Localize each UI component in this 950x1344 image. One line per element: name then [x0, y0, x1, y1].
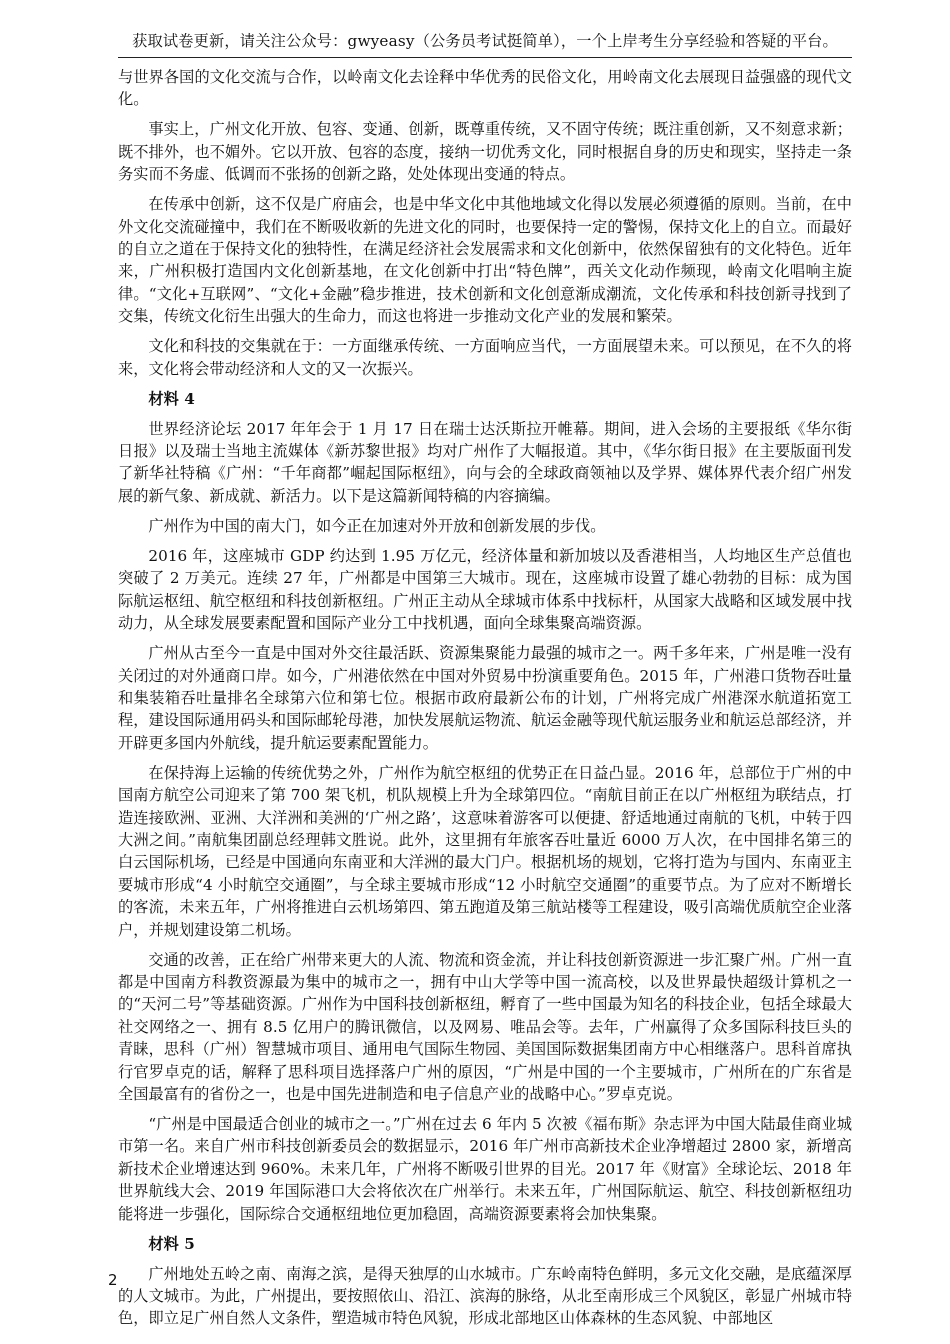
paragraph: “广州是中国最适合创业的城市之一。”广州在过去 6 年内 5 次被《福布斯》杂志评为中国大陆最佳商业城市第一名。来自广州市科技创新委员会的数据显示，2016 年广州市高新技术企业净增超过 2800 家，新增高新技术企业增速达到 960%。未来几年，广州将不断吸引世界的目光。2017 年《财富》全球论坛、2018 年世界航线大会、2019 年国际港口大会将依次在广州举行。未来五年，广州国际航运、航空、科技创新枢纽功能将进一步强化，国际综合交通枢纽地位更加稳固，高端资源要素将会加快集聚。	[118, 1115, 852, 1223]
paragraph: 广州地处五岭之南、南海之滨，是得天独厚的山水城市。广东岭南特色鲜明，多元文化交融，是底蕴深厚的人文城市。为此，广州提出，要按照依山、沿江、滨海的脉络，从北至南形成三个风貌区，彰显广州城市特色，即立足广州自然人文条件，塑造城市特色风貌，形成北部地区山体森林的生态风貌、中部地区	[118, 1264, 852, 1328]
section-heading-material-4: 材料 4	[148, 389, 195, 408]
page-header: 获取试卷更新，请关注公众号：gwyeasy（公务员考试挺简单），一个上岸考生分享经验和答疑的平台。	[132, 32, 838, 50]
paragraph: 世界经济论坛 2017 年年会于 1 月 17 日在瑞士达沃斯拉开帷幕。期间，进入会场的主要报纸《华尔街日报》以及瑞士当地主流媒体《新苏黎世报》均对广州作了大幅报道。其中，《华尔街日报》在主要版面刊发了新华社特稿《广州：“千年商都”崛起国际枢纽》，向与会的全球政商领袖以及学界、媒体界代表介绍广州发展的新气象、新成就、新活力。以下是这篇新闻特稿的内容摘编。	[118, 419, 852, 505]
section-heading-material-5: 材料 5	[148, 1234, 195, 1253]
header-rule	[118, 57, 852, 58]
paragraph: 广州作为中国的南大门，如今正在加速对外开放和创新发展的步伐。	[148, 516, 606, 535]
paragraph: 广州从古至今一直是中国对外交往最活跃、资源集聚能力最强的城市之一。两千多年来，广州是唯一没有关闭过的对外通商口岸。如今，广州港依然在中国对外贸易中扮演重要角色。2015 年，广州港口货物吞吐量和集装箱吞吐量排名全球第六位和第七位。根据市政府最新公布的计划，广州将完成广州港深水航道拓宽工程，建设国际通用码头和国际邮轮母港，加快发展航运物流、航运金融等现代航运服务业和航运总部经济，并开辟更多国内外航线，提升航运要素配置能力。	[118, 644, 852, 752]
paragraph: 交通的改善，正在给广州带来更大的人流、物流和资金流，并让科技创新资源进一步汇聚广州。广州一直都是中国南方科教资源最为集中的城市之一，拥有中山大学等中国一流高校，以及世界最快超级计算机之一的“天河二号”等基础资源。广州作为中国科技创新枢纽，孵育了一些中国最为知名的科技企业，包括全球最大社交网络之一、拥有 8.5 亿用户的腾讯微信，以及网易、唯品会等。去年，广州赢得了众多国际科技巨头的青睐，思科（广州）智慧城市项目、通用电气国际生物园、美国国际数据集团南方中心相继落户。思科首席执行官罗卓克的话，解释了思科项目选择落户广州的原因，“广州是中国的一个主要城市，广州所在的广东省是全国最富有的省份之一，也是中国先进制造和电子信息产业的战略中心。”罗卓克说。	[118, 950, 852, 1103]
paragraph: 与世界各国的文化交流与合作，以岭南文化去诠释中华优秀的民俗文化，用岭南文化去展现日益强盛的现代文化。	[118, 68, 852, 109]
paragraph: 文化和科技的交集就在于：一方面继承传统、一方面响应当代，一方面展望未来。可以预见，在不久的将来，文化将会带动经济和人文的又一次振兴。	[118, 337, 852, 378]
document-body	[118, 66, 852, 1337]
paragraph: 在传承中创新，这不仅是广府庙会，也是中华文化中其他地域文化得以发展必须遵循的原则。当前，在中外文化交流碰撞中，我们在不断吸收新的先进文化的同时，也要保持一定的警惕，保持文化上的自立。而最好的自立之道在于保持文化的独特性，在满足经济社会发展需求和文化创新中，依然保留独有的文化特色。近年来，广州积极打造国内文化创新基地，在文化创新中打出“特色牌”，西关文化动作频现，岭南文化唱响主旋律。“文化+互联网”、“文化+金融”稳步推进，技术创新和文化创意渐成潮流，文化传承和科技创新寻找到了交集，传统文化衍生出强大的生命力，而这也将进一步推动文化产业的发展和繁荣。	[118, 195, 852, 326]
page-number: 2	[108, 1271, 118, 1289]
paragraph: 事实上，广州文化开放、包容、变通、创新，既尊重传统，又不固守传统；既注重创新，又不刻意求新；既不排外，也不媚外。它以开放、包容的态度，接纳一切优秀文化，同时根据自身的历史和现实，坚持走一条务实而不务虚、低调而不张扬的创新之路，处处体现出变通的特点。	[118, 120, 852, 184]
paragraph: 在保持海上运输的传统优势之外，广州作为航空枢纽的优势正在日益凸显。2016 年，总部位于广州的中国南方航空公司迎来了第 700 架飞机，机队规模上升为全球第四位。“南航目前正在以广州枢纽为联结点，打造连接欧洲、亚洲、大洋洲和美洲的‘广州之路’，这意味着游客可以便捷、舒适地通过南航的飞机，中转于四大洲之间。”南航集团副总经理韩文胜说。此外，这里拥有年旅客吞吐量近 6000 万人次，在中国排名第三的白云国际机场，已经是中国通向东南亚和大洋洲的最大门户。根据机场的规划，它将打造为与国内、东南亚主要城市形成“4 小时航空交通圈”，与全球主要城市形成“12 小时航空交通圈”的重要节点。为了应对不断增长的客流，未来五年，广州将推进白云机场第四、第五跑道及第三航站楼等工程建设，吸引高端优质航空企业落户，并规划建设第二机场。	[118, 763, 852, 939]
paragraph: 2016 年，这座城市 GDP 约达到 1.95 万亿元，经济体量和新加坡以及香港相当，人均地区生产总值也突破了 2 万美元。连续 27 年，广州都是中国第三大城市。现在，这座城市设置了雄心勃勃的目标：成为国际航运枢纽、航空枢纽和科技创新枢纽。广州正主动从全球城市体系中找标杆，从国家大战略和区域发展中找动力，从全球发展要素配置和国际产业分工中找机遇，面向全球集聚高端资源。	[118, 546, 852, 633]
